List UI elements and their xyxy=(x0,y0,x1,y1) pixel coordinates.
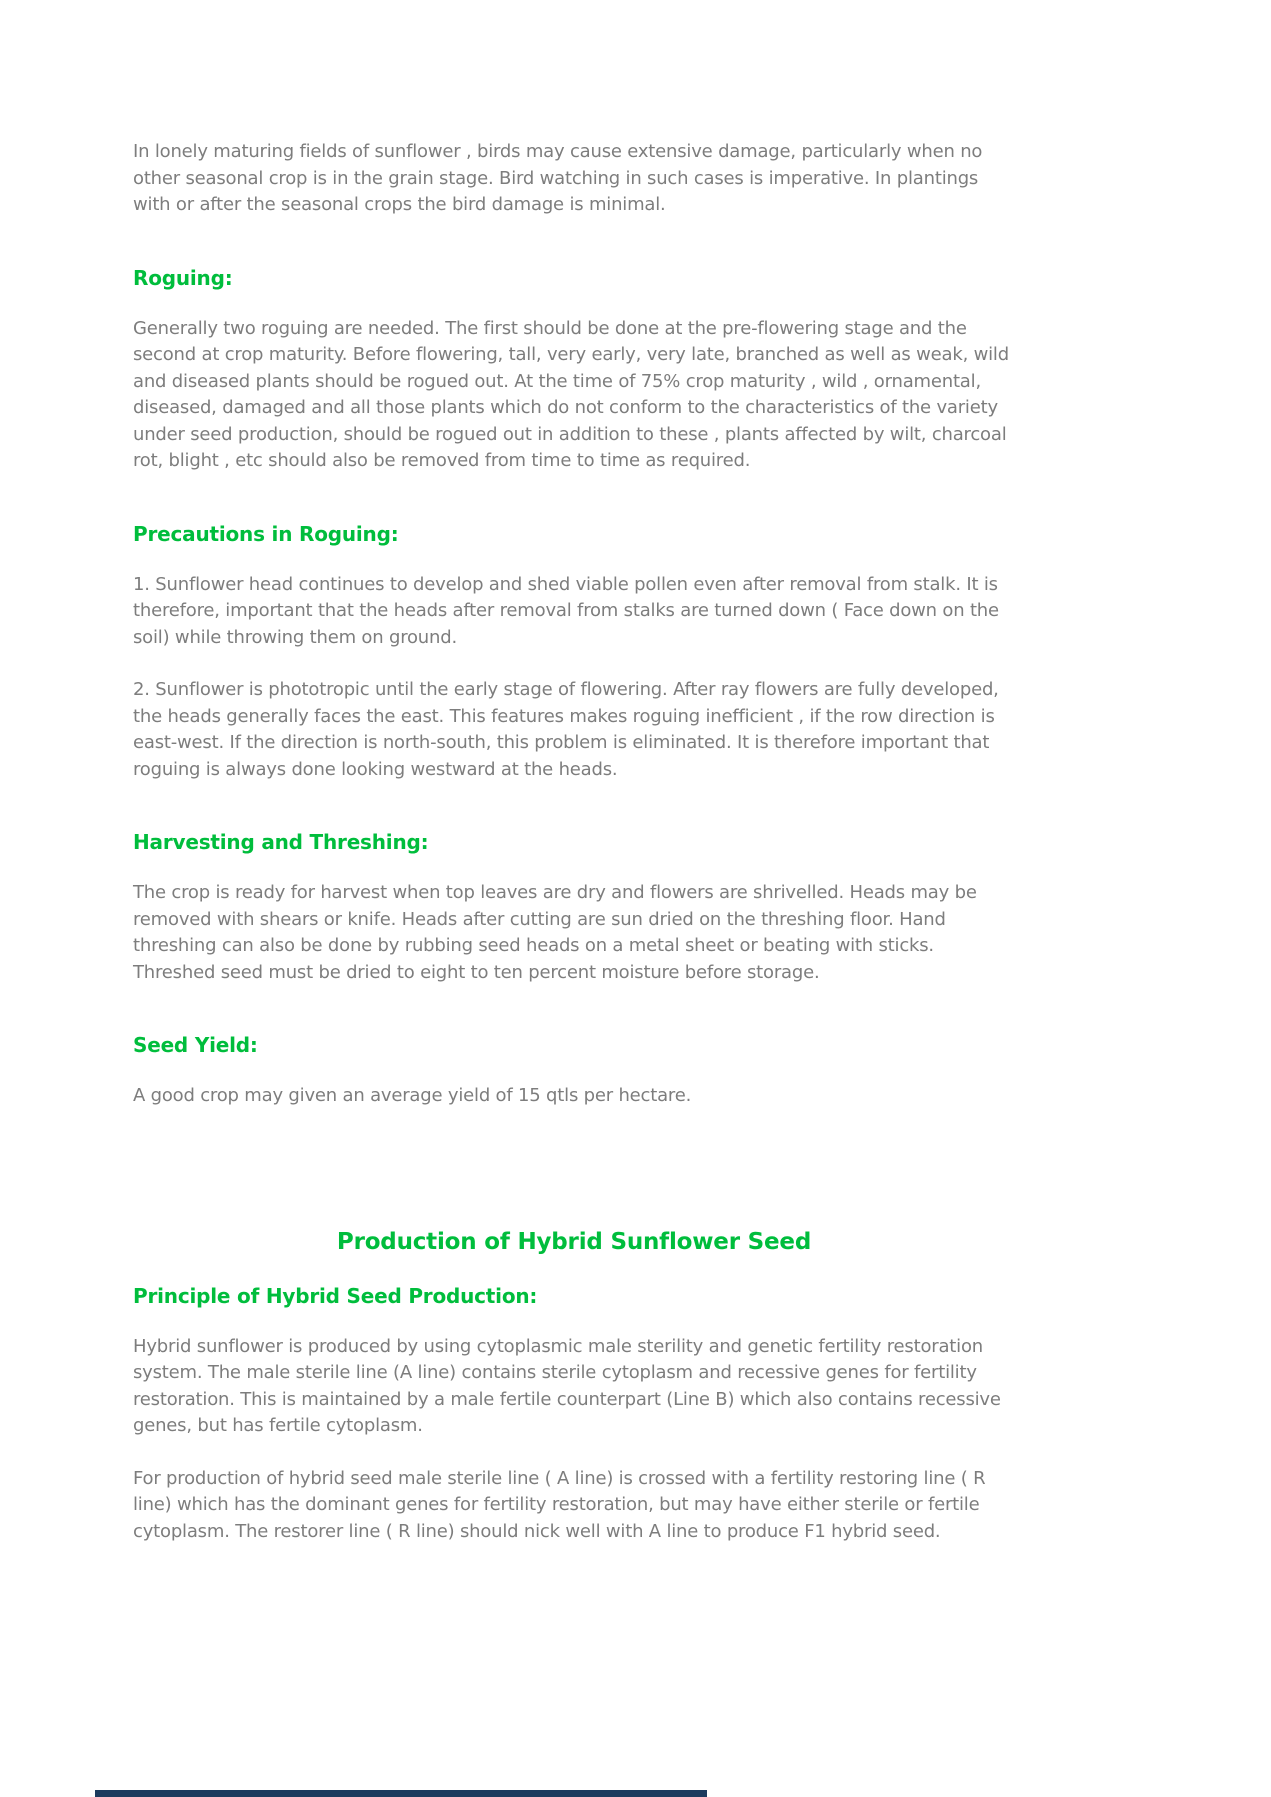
cutoff-next-element-edge xyxy=(95,1790,707,1797)
roguing-paragraph: Generally two roguing are needed. The first should be done at the pre-flowering stage and the second at crop maturity. Before flowering, tall, very early, very late, branched as well as weak, wild and diseased plants should be rogued out. At the time of 75% crop maturity , wild , ornamental, diseased, damaged and all those plants which do not conform to the characteristics of the variety under seed production, should be rogued out in addition to these , plants affected by wilt, charcoal rot, blight , etc should also be removed from time to time as required. xyxy=(133,317,1009,471)
precautions-heading: Precautions in Roguing: xyxy=(133,521,399,546)
precaution-item-1: 1. Sunflower head continues to develop and shed viable pollen even after removal from stalk. It is therefore, important that the heads after removal from stalks are turned down ( Face down on the soil) while throwing them on ground. xyxy=(133,573,999,648)
seed-yield-heading: Seed Yield: xyxy=(133,1033,258,1057)
seed-yield-paragraph: A good crop may given an average yield of 15 qtls per hectare. xyxy=(133,1085,692,1106)
principle-heading: Principle of Hybrid Seed Production: xyxy=(133,1283,538,1308)
hybrid-seed-section-title: Production of Hybrid Sunflower Seed xyxy=(336,1228,812,1255)
principle-paragraph-2: For production of hybrid seed male sterile line ( A line) is crossed with a fertility restoring line ( R line) which has the dominant genes for fertility restoration, but may have either sterile or fertile cytoplasm. The restorer line ( R line) should nick well with A line to produce F1 hybrid seed. xyxy=(133,1467,986,1542)
harvesting-threshing-heading: Harvesting and Threshing: xyxy=(133,830,429,854)
document-content xyxy=(133,139,1015,1571)
harvesting-paragraph: The crop is ready for harvest when top leaves are dry and flowers are shrivelled. Heads may be removed with shears or knife. Heads after cutting are sun dried on the threshing floor. Hand threshing can also be done by rubbing seed heads on a metal sheet or beating with sticks. Threshed seed must be dried to eight to ten percent moisture before storage. xyxy=(133,882,977,983)
precaution-item-2: 2. Sunflower is phototropic until the early stage of flowering. After ray flowers are fully developed, the heads generally faces the east. This features makes roguing inefficient , if the row direction is east-west. If the direction is north-south, this problem is eliminated. It is therefore important that roguing is always done looking westward at the heads. xyxy=(133,679,999,780)
principle-paragraph-1: Hybrid sunflower is produced by using cytoplasmic male sterility and genetic fertility restoration system. The male sterile line (A line) contains sterile cytoplasm and recessive genes for fertility restoration. This is maintained by a male fertile counterpart (Line B) which also contains recessive genes, but has fertile cytoplasm. xyxy=(133,1335,1001,1436)
roguing-heading: Roguing: xyxy=(133,265,233,290)
intro-paragraph: In lonely maturing fields of sunflower , birds may cause extensive damage, particularly when no other seasonal crop is in the grain stage. Bird watching in such cases is imperative. In plantings with or after the seasonal crops the bird damage is minimal. xyxy=(133,141,983,215)
